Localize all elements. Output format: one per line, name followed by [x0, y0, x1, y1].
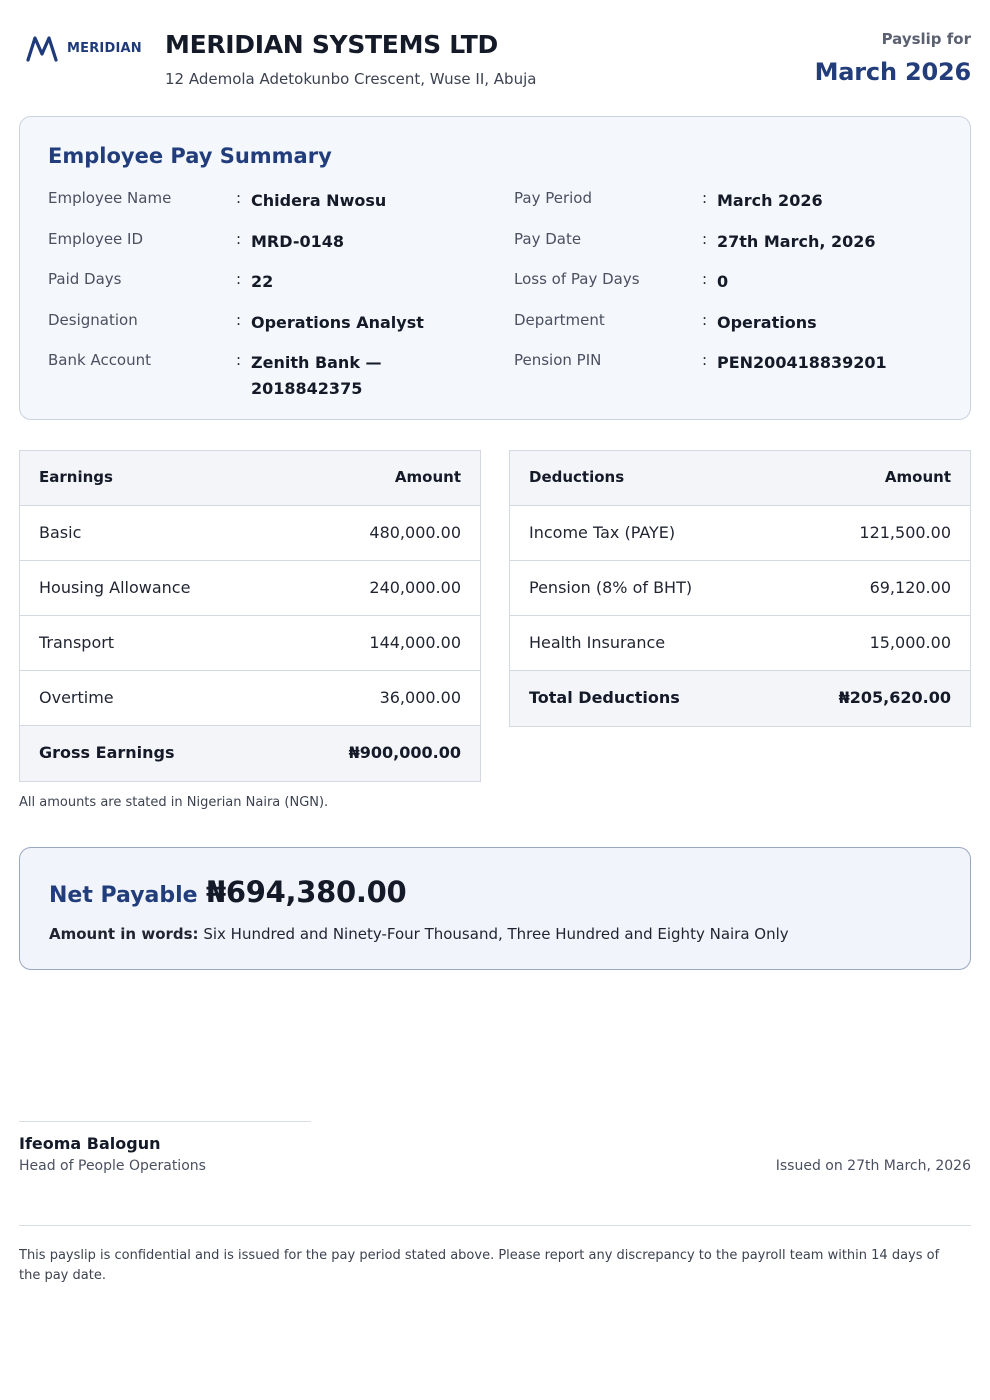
summary-value: 27th March, 2026	[717, 231, 876, 251]
total-deductions-row	[510, 671, 970, 726]
summary-value: Operations Analyst	[251, 312, 424, 332]
earning-amount: 480,000.00	[369, 523, 461, 542]
deductions-header-amount: Amount	[884, 468, 951, 486]
summary-row-pension-pin	[514, 351, 954, 392]
gross-earnings-amount: ₦900,000.00	[348, 743, 461, 762]
signature-line	[19, 1121, 311, 1122]
summary-label: Department	[514, 310, 605, 329]
table-row	[20, 561, 480, 616]
summary-value: PEN200418839201	[717, 353, 887, 372]
summary-colon: :	[236, 189, 242, 207]
table-row	[20, 671, 480, 726]
summary-row-employee-id	[48, 230, 488, 271]
company-name: MERIDIAN SYSTEMS LTD	[165, 30, 498, 59]
deduction-label: Income Tax (PAYE)	[529, 523, 676, 542]
earning-label: Basic	[39, 523, 82, 542]
summary-row-pay-date	[514, 230, 954, 271]
earning-label: Housing Allowance	[39, 578, 191, 597]
deduction-amount: 69,120.00	[869, 578, 951, 597]
summary-row-bank-account	[48, 351, 488, 398]
deduction-amount: 121,500.00	[859, 523, 951, 542]
net-payable-label: Net Payable	[49, 883, 198, 908]
summary-row-employee-name	[48, 189, 488, 230]
total-deductions-label: Total Deductions	[529, 688, 680, 707]
summary-colon: :	[702, 270, 708, 288]
confidentiality-notice: This payslip is confidential and is issued for the pay period stated above. Please report any discrepancy to the payroll team within 14 days of the pay date.	[19, 1248, 940, 1283]
summary-colon: :	[702, 351, 708, 369]
summary-right-column	[514, 189, 954, 392]
deduction-label: Pension (8% of BHT)	[529, 578, 693, 597]
earnings-header-label: Earnings	[39, 468, 113, 486]
amount-in-words-value: Six Hundred and Ninety-Four Thousand, Three Hundred and Eighty Naira Only	[203, 925, 789, 943]
summary-row-pay-period	[514, 189, 954, 230]
deductions-table	[509, 450, 971, 727]
summary-label: Designation	[48, 310, 138, 329]
summary-value: March 2026	[717, 191, 823, 210]
summary-label: Paid Days	[48, 270, 122, 288]
summary-colon: :	[702, 229, 708, 248]
earnings-header-row	[20, 451, 480, 506]
summary-value: 22	[251, 272, 274, 291]
summary-value: 0	[717, 272, 729, 291]
summary-left-column	[48, 189, 488, 398]
issued-date: Issued on 27th March, 2026	[775, 1158, 971, 1174]
deductions-header-label: Deductions	[529, 468, 625, 486]
summary-colon: :	[236, 229, 242, 248]
earnings-table	[19, 450, 481, 782]
table-row	[20, 506, 480, 561]
summary-colon: :	[236, 270, 242, 288]
deductions-header-row	[510, 451, 970, 506]
earning-label: Transport	[39, 633, 115, 652]
net-payable-box	[19, 847, 971, 970]
summary-colon: :	[702, 310, 708, 329]
summary-label: Loss of Pay Days	[514, 270, 640, 288]
summary-colon: :	[236, 310, 242, 329]
logo-text: MERIDIAN	[67, 40, 142, 56]
signatory-name: Ifeoma Balogun	[19, 1134, 161, 1153]
total-deductions-amount: ₦205,620.00	[838, 688, 951, 707]
summary-value: Operations	[717, 312, 817, 332]
summary-label: Bank Account	[48, 351, 152, 369]
table-row	[510, 561, 970, 616]
summary-row-department	[514, 311, 954, 352]
earnings-header-amount: Amount	[394, 468, 461, 486]
summary-label: Employee ID	[48, 229, 144, 248]
summary-colon: :	[236, 351, 242, 369]
summary-colon: :	[702, 189, 708, 207]
meridian-logo-icon	[25, 34, 61, 62]
summary-label: Pay Date	[514, 229, 582, 248]
table-row	[20, 616, 480, 671]
earning-amount: 36,000.00	[379, 688, 461, 707]
summary-label: Pension PIN	[514, 351, 602, 369]
summary-row-paid-days	[48, 270, 488, 311]
table-row	[510, 506, 970, 561]
summary-label: Pay Period	[514, 189, 592, 207]
summary-title: Employee Pay Summary	[48, 144, 332, 168]
currency-note: All amounts are stated in Nigerian Naira (NGN).	[19, 795, 329, 810]
net-payable-amount: ₦694,380.00	[206, 875, 407, 909]
table-row	[510, 616, 970, 671]
amount-in-words	[49, 925, 789, 943]
payslip-for-label: Payslip for	[881, 30, 971, 48]
summary-value: MRD-0148	[251, 231, 344, 251]
amount-in-words-label: Amount in words:	[49, 925, 199, 943]
gross-earnings-label: Gross Earnings	[39, 743, 175, 762]
company-address: 12 Ademola Adetokunbo Crescent, Wuse II, Abuja	[165, 70, 537, 88]
payslip-month: March 2026	[814, 58, 971, 86]
summary-row-loss-of-pay-days	[514, 270, 954, 311]
gross-earnings-row	[20, 726, 480, 781]
company-logo	[25, 34, 142, 62]
summary-row-designation	[48, 311, 488, 352]
earning-amount: 144,000.00	[369, 633, 461, 652]
summary-value: Zenith Bank — 2018842375	[251, 353, 382, 398]
employee-pay-summary	[19, 116, 971, 420]
deduction-label: Health Insurance	[529, 633, 666, 652]
summary-value: Chidera Nwosu	[251, 191, 387, 210]
payslip-header	[19, 30, 971, 100]
summary-label: Employee Name	[48, 189, 172, 207]
earning-label: Overtime	[39, 688, 114, 707]
deduction-amount: 15,000.00	[869, 633, 951, 652]
footer-divider	[19, 1225, 971, 1226]
signatory-title: Head of People Operations	[19, 1158, 206, 1174]
earning-amount: 240,000.00	[369, 578, 461, 597]
